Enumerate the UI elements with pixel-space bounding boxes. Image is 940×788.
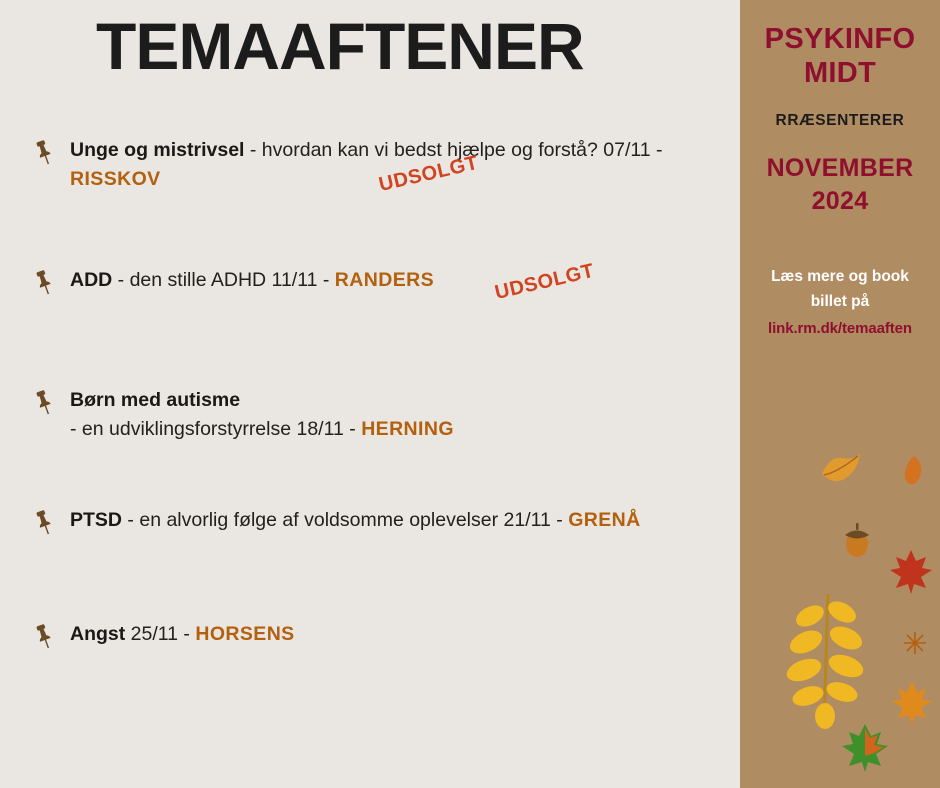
list-item[interactable] — [0, 386, 740, 444]
year-label: 2024 — [811, 187, 869, 215]
booking-line-2: billet på — [810, 293, 870, 310]
list-item[interactable] — [0, 259, 740, 318]
event-city: RANDERS — [334, 269, 435, 291]
page-title: TEMAAFTENER — [96, 9, 584, 83]
event-text — [70, 620, 730, 649]
booking-info — [740, 264, 940, 341]
poster-sidebar — [740, 0, 940, 788]
maple-leaf-icon — [840, 722, 890, 779]
event-text — [70, 506, 730, 535]
event-text — [70, 266, 730, 295]
event-title: Unge og mistrivsel — [70, 139, 245, 161]
brand-line-2: MIDT — [803, 57, 877, 89]
maple-leaf-icon — [888, 548, 934, 601]
pushpin-icon — [28, 138, 58, 168]
date-block — [740, 152, 940, 218]
month-label: NOVEMBER — [766, 154, 914, 182]
event-description: - en alvorlig følge af voldsomme oplevelser 21/11 - — [122, 509, 569, 531]
event-city: HERNING — [361, 418, 454, 440]
event-text — [70, 386, 730, 444]
booking-line-1: Læs mere og book — [771, 268, 909, 285]
brand-block — [740, 22, 940, 90]
event-title: PTSD — [70, 509, 123, 531]
seed-icon — [902, 630, 928, 661]
status-badge: UDSOLGT — [492, 259, 597, 305]
pushpin-icon — [28, 268, 58, 298]
event-city: RISSKOV — [70, 168, 161, 190]
autumn-leaves-decoration — [740, 430, 940, 788]
compound-leaf-icon — [780, 590, 872, 735]
pushpin-icon — [28, 508, 58, 538]
event-title: ADD — [70, 269, 113, 291]
event-description: 25/11 - — [125, 623, 196, 645]
event-city: GRENÅ — [568, 509, 641, 531]
leaf-icon — [818, 452, 864, 497]
presents-label: RRÆSENTERER — [775, 112, 905, 129]
event-title: Børn med autisme — [70, 389, 241, 411]
maple-leaf-icon — [890, 680, 934, 731]
pushpin-icon — [28, 388, 58, 418]
list-item[interactable] — [0, 136, 740, 197]
leaf-icon — [900, 454, 928, 493]
event-description: - hvordan kan vi bedst hjælpe og forstå? 07/11 - — [244, 139, 663, 161]
event-description: - den stille ADHD 11/11 - — [112, 269, 335, 291]
list-item[interactable] — [0, 620, 740, 672]
event-city: HORSENS — [195, 623, 295, 645]
booking-link[interactable]: link.rm.dk/temaaften — [768, 320, 912, 337]
pushpin-icon — [28, 622, 58, 652]
event-description: - en udviklingsforstyrrelse 18/11 - — [70, 418, 362, 440]
brand-line-1: PSYKINFO — [764, 23, 916, 55]
status-badge: UDSOLGT — [376, 151, 481, 197]
event-title: Angst — [70, 623, 126, 645]
list-item[interactable] — [0, 506, 740, 558]
event-list — [0, 136, 740, 672]
acorn-icon — [840, 520, 874, 565]
